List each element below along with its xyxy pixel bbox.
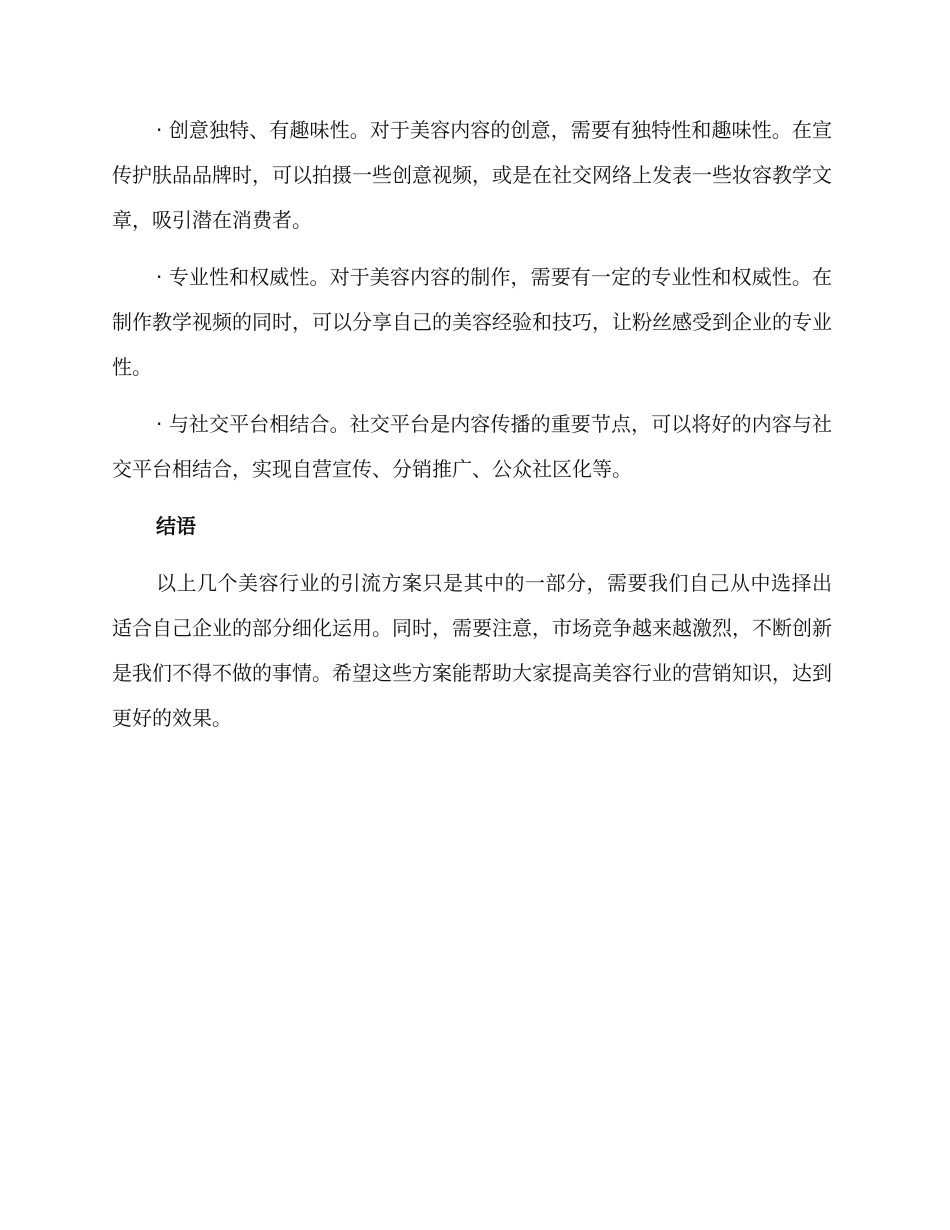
conclusion-paragraph: 以上几个美容行业的引流方案只是其中的一部分，需要我们自己从中选择出适合自己企业的部分细化运用。同时，需要注意，市场竞争越来越激烈，不断创新是我们不得不做的事情。希望这些方案能帮助大家提高美容行业的营销知识，达到更好的效果。 <box>112 571 832 730</box>
bullet-paragraph-creativity: · 创意独特、有趣味性。对于美容内容的创意，需要有独特性和趣味性。在宣传护肤品品牌时，可以拍摄一些创意视频，或是在社交网络上发表一些妆容教学文章，吸引潜在消费者。 <box>112 118 832 232</box>
document-body <box>112 108 832 753</box>
conclusion-heading: 结语 <box>156 514 196 538</box>
bullet-paragraph-professionalism: · 专业性和权威性。对于美容内容的制作，需要有一定的专业性和权威性。在制作教学视频的同时，可以分享自己的美容经验和技巧，让粉丝感受到企业的专业性。 <box>112 265 832 379</box>
bullet-paragraph-social-platform: · 与社交平台相结合。社交平台是内容传播的重要节点，可以将好的内容与社交平台相结合，实现自营宣传、分销推广、公众社区化等。 <box>112 412 832 481</box>
